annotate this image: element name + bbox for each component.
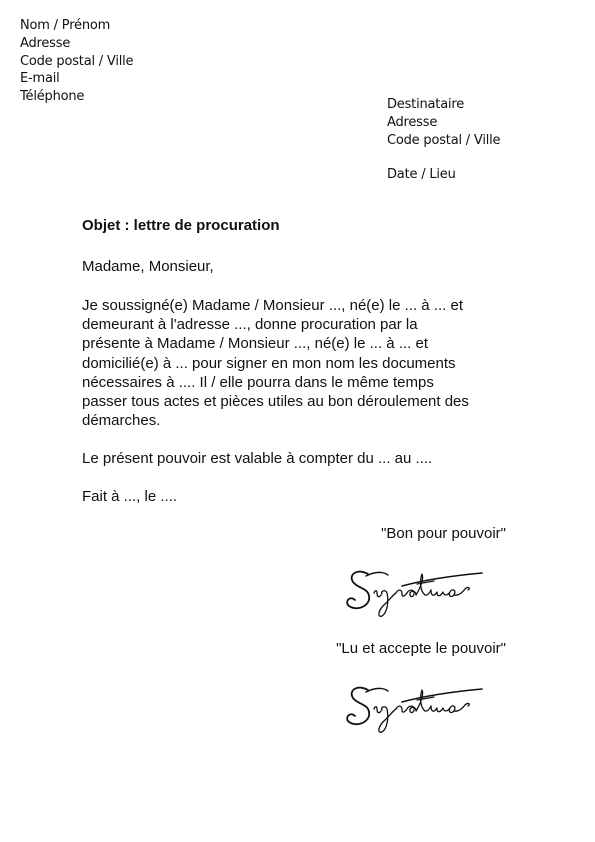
letter-subject: Objet : lettre de procuration — [82, 217, 280, 234]
paragraph-line: demeurant à l'adresse ..., donne procuration par la — [82, 316, 418, 334]
recipient-block — [387, 96, 500, 184]
sender-block — [20, 17, 133, 106]
paragraph-line: nécessaires à .... Il / elle pourra dans le même temps — [82, 373, 434, 391]
sender-address: Adresse — [20, 35, 71, 51]
validity-statement: Le présent pouvoir est valable à compter du ... au .... — [82, 450, 433, 467]
sender-postal-city: Code postal / Ville — [20, 53, 134, 69]
approval-mention-2: "Lu et accepte le pouvoir" — [336, 640, 506, 657]
paragraph-line: présente à Madame / Monsieur ..., né(e) le ... à ... et — [82, 335, 428, 353]
sender-email: E-mail — [20, 71, 60, 87]
paragraph-line: démarches. — [82, 412, 161, 430]
salutation: Madame, Monsieur, — [82, 258, 214, 275]
paragraph-line: passer tous actes et pièces utiles au bon déroulement des — [82, 393, 469, 411]
date-place: Date / Lieu — [387, 167, 456, 183]
approval-mention-1: "Bon pour pouvoir" — [381, 525, 506, 542]
sender-phone: Téléphone — [20, 89, 85, 105]
signature-1-image — [344, 560, 494, 620]
recipient-name: Destinataire — [387, 97, 465, 112]
recipient-postal-city: Code postal / Ville — [387, 132, 501, 148]
paragraph-line: domicilié(e) à ... pour signer en mon nom les documents — [82, 354, 456, 372]
procuration-paragraph — [82, 296, 522, 430]
place-date-closing: Fait à ..., le .... — [82, 488, 178, 505]
signature-2-image — [344, 676, 494, 736]
sender-name: Nom / Prénom — [20, 18, 111, 33]
paragraph-line: Je soussigné(e) Madame / Monsieur ..., né(e) le ... à ... et — [82, 297, 463, 314]
recipient-address: Adresse — [387, 114, 438, 130]
